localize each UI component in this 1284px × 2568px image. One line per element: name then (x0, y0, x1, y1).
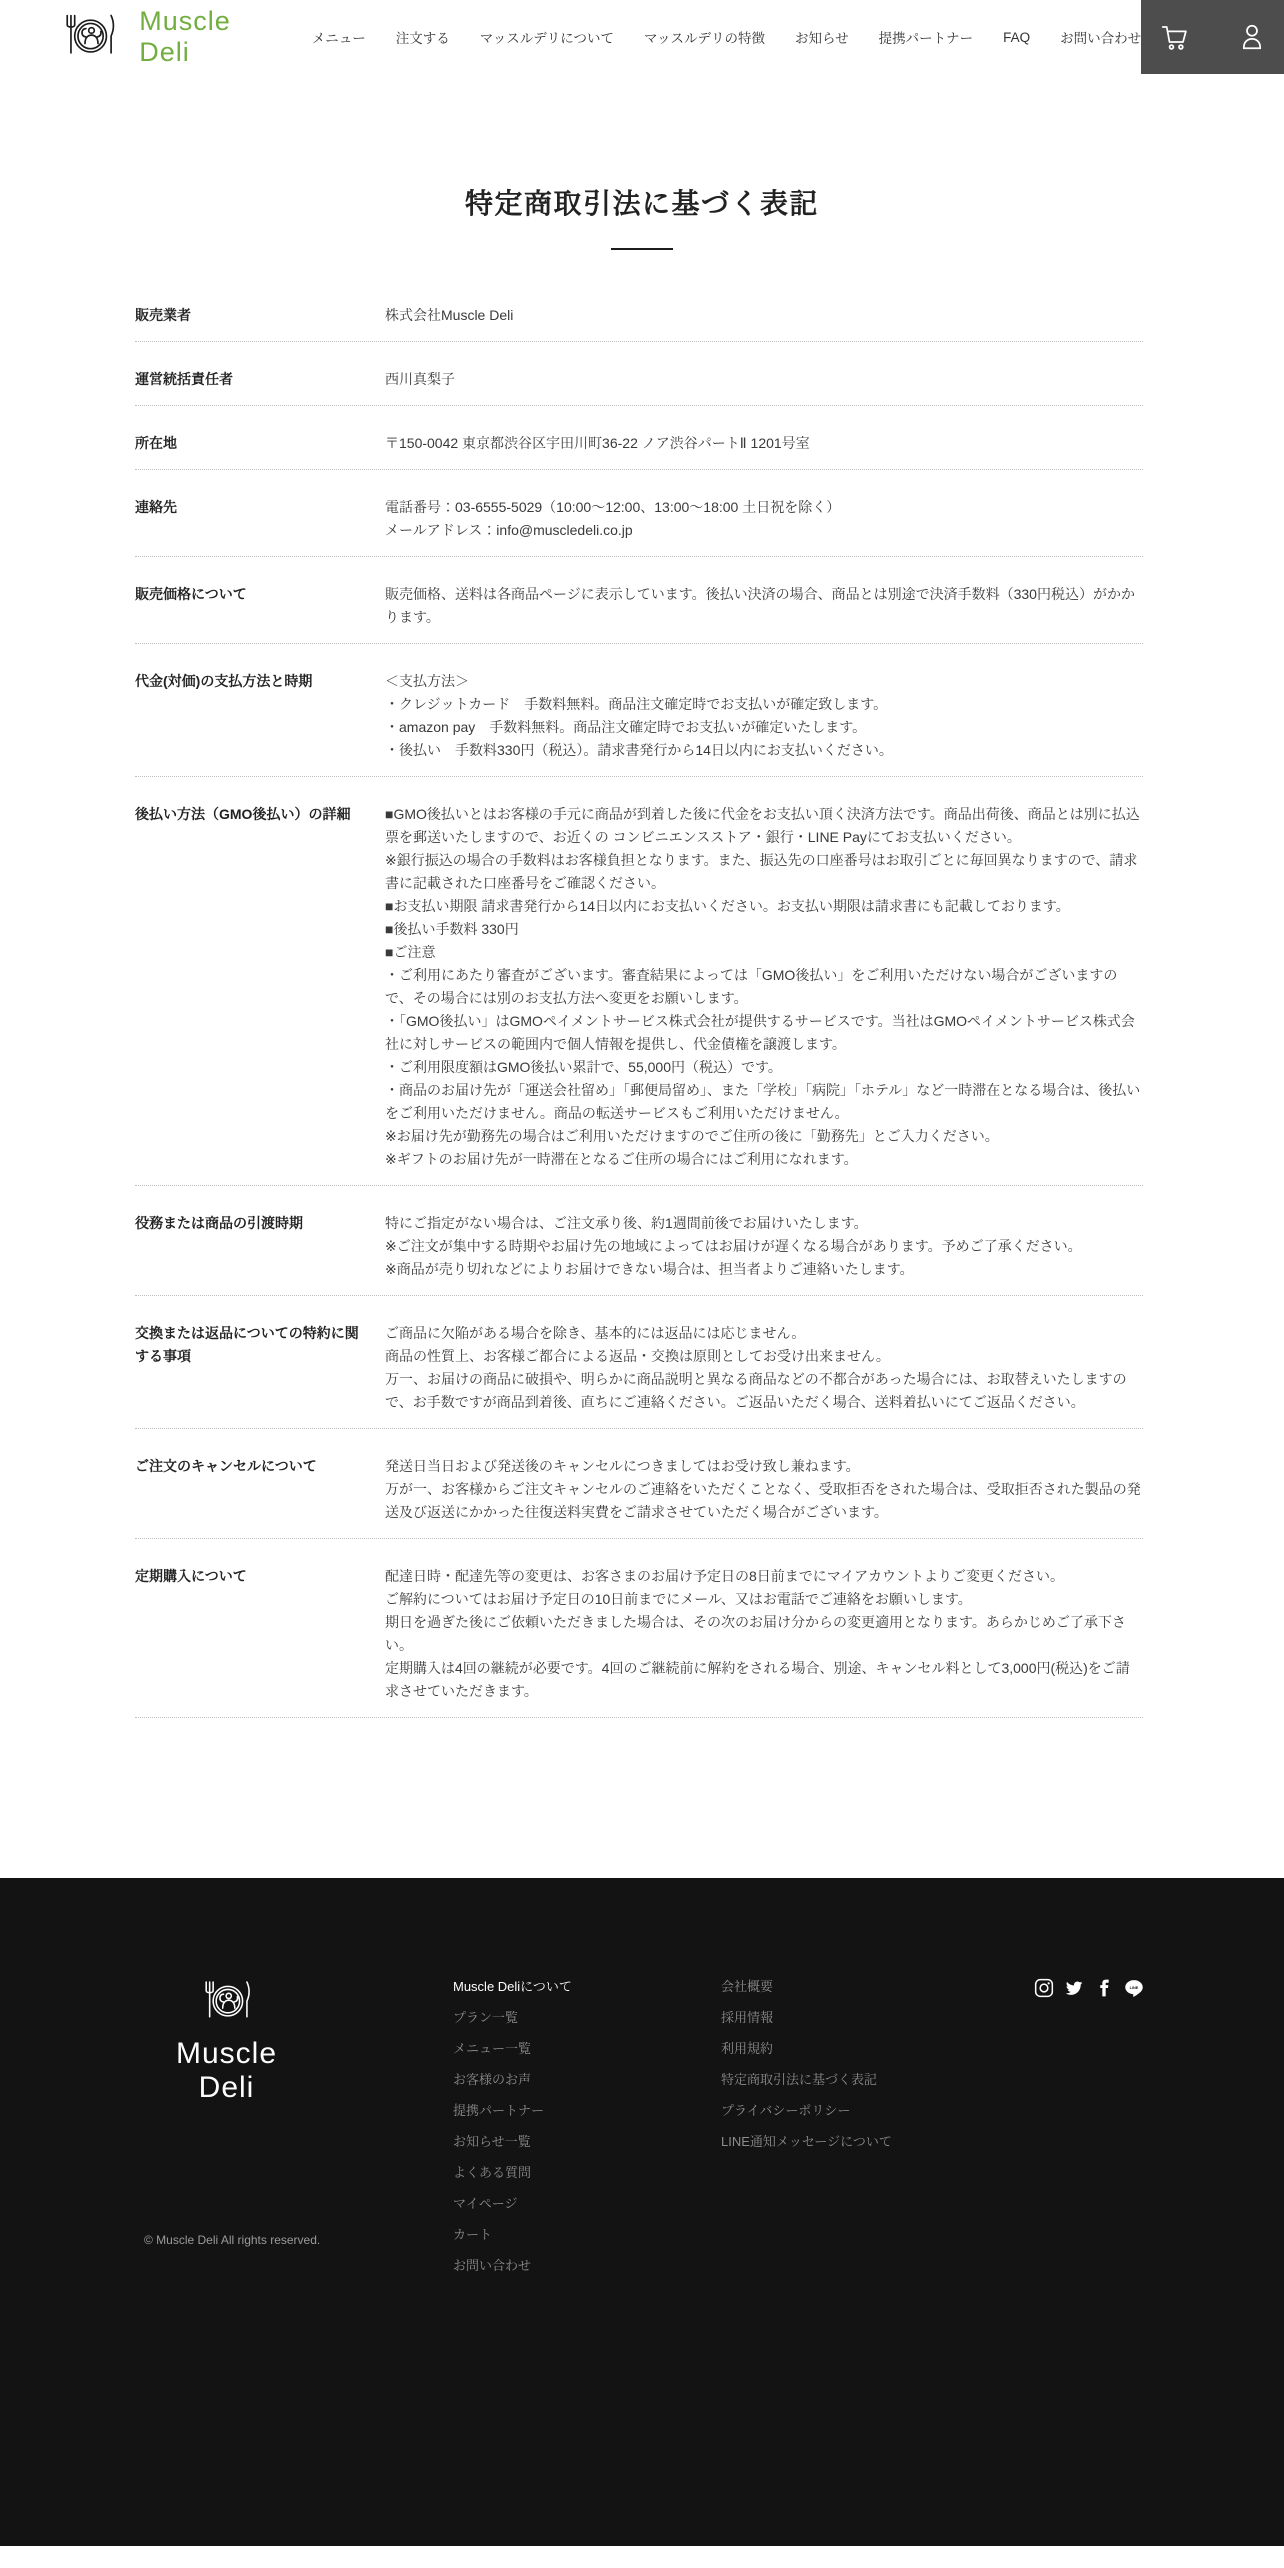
footer-link[interactable]: よくある質問 (453, 2165, 532, 2180)
content-line: 配達日時・配達先等の変更は、お客さまのお届け予定日の8日前までにマイアカウントよりご変更ください。 (385, 1568, 1064, 1584)
content-line: 万が一、お客様からご注文キャンセルのご連絡をいただくことなく、受取拒否をされた場合は、受取拒否された製品の発送及び返送にかかった往復送料実費をご請求させていただく場合がございます。 (385, 1481, 1141, 1520)
spec-table (135, 278, 1143, 1718)
nav-item[interactable]: メニュー (311, 31, 366, 46)
row-label: 代金(対価)の支払方法と時期 (135, 673, 313, 689)
footer-link[interactable]: お知らせ一覧 (453, 2134, 531, 2149)
footer-link[interactable]: 採用情報 (721, 2010, 774, 2025)
content-line: メールアドレス：info@muscledeli.co.jp (385, 522, 633, 538)
content-line: ・「GMO後払い」はGMOペイメントサービス株式会社が提供するサービスです。当社はGMOペイメントサービス株式会社に対しサービスの範囲内で個人情報を提供し、代金債権を譲渡します。 (385, 1013, 1135, 1052)
content-line: 〒150-0042 東京都渋谷区宇田川町36-22 ノア渋谷パートⅡ 1201号室 (385, 435, 810, 451)
row-content (385, 670, 1143, 762)
row-content (385, 432, 1143, 455)
site-footer (0, 1878, 1284, 2546)
footer-link[interactable]: お客様のお声 (453, 2072, 532, 2087)
footer-link[interactable]: 利用規約 (721, 2041, 774, 2056)
main-content (0, 182, 1284, 1718)
site-logo-text: Muscle Deli (139, 6, 231, 67)
svg-text:LINE: LINE (1129, 1985, 1139, 1990)
row-label: 役務または商品の引渡時期 (135, 1215, 303, 1231)
footer-left-block (144, 1976, 321, 2247)
content-line: ・クレジットカード 手数料無料。商品注文確定時でお支払いが確定致します。 (385, 696, 888, 712)
row-label: 交換または返品についての特約に関する事項 (135, 1325, 359, 1364)
footer-logo[interactable] (144, 1976, 309, 2105)
content-line: ■GMO後払いとはお客様の手元に商品が到着した後に代金をお支払い頂く決済方法です。商品出荷後、商品とは別に払込票を郵送いたしますので、お近くの コンビニエンスストア・銀行・LINE Payにてお支払いください。 (385, 806, 1140, 845)
nav-item[interactable]: マッスルデリについて (479, 31, 614, 46)
content-line: ご解約についてはお届け予定日の10日前までにメール、又はお電話でご連絡をお願いします。 (385, 1591, 972, 1607)
content-line: 商品の性質上、お客様ご都合による返品・交換は原則としてお受け出来ません。 (385, 1348, 890, 1364)
content-line: ※お届け先が勤務先の場合はご利用いただけますのでご住所の後に「勤務先」とご入力ください。 (385, 1128, 999, 1144)
row-label: ご注文のキャンセルについて (135, 1458, 317, 1474)
content-line: ※商品が売り切れなどによりお届けできない場合は、担当者よりご連絡いたします。 (385, 1261, 914, 1277)
content-line: 発送日当日および発送後のキャンセルにつきましてはお受け致し兼ねます。 (385, 1458, 860, 1474)
row-content (385, 496, 1143, 542)
table-row (135, 1186, 1143, 1296)
row-content (385, 1322, 1143, 1414)
twitter-icon[interactable] (1064, 1978, 1084, 1998)
page-title: 特定商取引法に基づく表記 (464, 188, 819, 219)
footer-links-column-1 (453, 1976, 603, 2286)
content-line: ご商品に欠陥がある場合を除き、基本的には返品には応じません。 (385, 1325, 806, 1341)
row-content (385, 583, 1143, 629)
table-row (135, 1429, 1143, 1539)
content-line: ・ご利用限度額はGMO後払い累計で、55,000円（税込）です。 (385, 1059, 782, 1075)
facebook-icon[interactable] (1094, 1978, 1114, 1998)
footer-link[interactable]: カート (453, 2227, 493, 2242)
muscle-deli-logo-icon (48, 9, 131, 65)
table-row (135, 406, 1143, 470)
table-row (135, 1296, 1143, 1429)
site-header (0, 0, 1284, 74)
content-line: 特にご指定がない場合は、ご注文承り後、約1週間前後でお届けいたします。 (385, 1215, 868, 1231)
footer-link[interactable]: 会社概要 (721, 1979, 774, 1994)
nav-item[interactable]: FAQ (1003, 29, 1031, 45)
footer-link[interactable]: 特定商取引法に基づく表記 (721, 2072, 878, 2087)
line-icon[interactable] (1124, 1978, 1144, 1998)
content-line: 電話番号：03-6555-5029（10:00～12:00、13:00～18:00 土日祝を除く） (385, 499, 841, 515)
instagram-icon[interactable] (1034, 1978, 1054, 1998)
nav-item[interactable]: 提携パートナー (878, 31, 974, 46)
content-line: 株式会社Muscle Deli (385, 307, 514, 323)
row-label: 所在地 (135, 435, 177, 451)
footer-links-column-2 (721, 1976, 941, 2162)
row-content (385, 368, 1143, 391)
row-label: 後払い方法（GMO後払い）の詳細 (135, 806, 351, 822)
row-label: 販売価格について (135, 586, 247, 602)
footer-link[interactable]: プライバシーポリシー (721, 2103, 851, 2118)
content-line: ・ご利用にあたり審査がございます。審査結果によっては「GMO後払い」をご利用いただけない場合がございますので、その場合には別のお支払方法へ変更をお願いします。 (385, 967, 1118, 1006)
content-line: ＜支払方法＞ (385, 673, 469, 689)
table-row (135, 644, 1143, 777)
nav-item[interactable]: お問い合わせ (1060, 31, 1142, 46)
table-row (135, 342, 1143, 406)
content-line: 期日を過ぎた後にご依頼いただきました場合は、その次のお届け分からの変更適用となります。あらかじめご了承下さい。 (385, 1614, 1126, 1653)
row-content (385, 304, 1143, 327)
nav-item[interactable]: 注文する (395, 31, 450, 46)
cart-icon[interactable] (1159, 22, 1189, 52)
content-line: ・amazon pay 手数料無料。商品注文確定時でお支払いが確定いたします。 (385, 719, 867, 735)
content-line: ・後払い 手数料330円（税込）。請求書発行から14日以内にお支払いください。 (385, 742, 893, 758)
footer-link[interactable]: Muscle Deliについて (453, 1979, 572, 1994)
header-icon-box (1141, 0, 1284, 74)
nav-item[interactable]: マッスルデリの特徴 (644, 31, 765, 46)
footer-link[interactable]: メニュー一覧 (453, 2041, 532, 2056)
row-content (385, 1212, 1143, 1281)
title-divider (611, 248, 673, 250)
row-content (385, 803, 1143, 1171)
content-line: ・商品のお届け先が「運送会社留め」「郵便局留め」、また「学校」「病院」「ホテル」など一時滞在となる場合は、後払いをご利用いただけません。商品の転送サービスもご利用いただけません。 (385, 1082, 1141, 1121)
main-nav (312, 27, 1141, 47)
footer-social (1034, 1978, 1144, 1998)
table-row (135, 470, 1143, 557)
footer-link[interactable]: プラン一覧 (453, 2010, 519, 2025)
table-row (135, 278, 1143, 342)
row-label: 販売業者 (135, 307, 191, 323)
table-row (135, 1539, 1143, 1718)
site-logo[interactable] (48, 6, 270, 68)
footer-logo-text: Muscle Deli (175, 2037, 278, 2104)
footer-logo-icon (185, 1976, 269, 2028)
footer-link[interactable]: LINE通知メッセージについて (721, 2134, 892, 2149)
row-label: 定期購入について (135, 1568, 247, 1584)
row-label: 連絡先 (135, 499, 177, 515)
content-line: ※ご注文が集中する時期やお届け先の地域によってはお届けが遅くなる場合があります。予めご了承ください。 (385, 1238, 1082, 1254)
table-row (135, 557, 1143, 644)
footer-link[interactable]: マイページ (453, 2196, 518, 2211)
copyright: © Muscle Deli All rights reserved. (144, 2233, 321, 2247)
content-line: ■後払い手数料 330円 (385, 921, 519, 937)
content-line: ■お支払い期限 請求書発行から14日以内にお支払いください。お支払い期限は請求書にも記載しております。 (385, 898, 1070, 914)
footer-link[interactable]: お問い合わせ (453, 2258, 532, 2273)
content-line: 万一、お届けの商品に破損や、明らかに商品説明と異なる商品などの不都合があった場合には、お取替えいたしますので、お手数ですが商品到着後、直ちにご連絡ください。ご返品いただく場合、送料着払いにてご返品ください。 (385, 1371, 1127, 1410)
row-content (385, 1565, 1143, 1703)
nav-item[interactable]: お知らせ (794, 31, 849, 46)
account-icon[interactable] (1237, 22, 1267, 52)
footer-link[interactable]: 提携パートナー (453, 2103, 545, 2118)
row-label: 運営統括責任者 (135, 371, 233, 387)
table-row (135, 777, 1143, 1186)
content-line: 販売価格、送料は各商品ページに表示しています。後払い決済の場合、商品とは別途で決済手数料（330円税込）がかかります。 (385, 586, 1135, 625)
content-line: 定期購入は4回の継続が必要です。4回のご継続前に解約をされる場合、別途、キャンセル料として3,000円(税込)をご請求させていただきます。 (385, 1660, 1130, 1699)
content-line: ※ギフトのお届け先が一時滞在となるご住所の場合にはご利用になれます。 (385, 1151, 858, 1167)
content-line: 西川真梨子 (385, 371, 455, 387)
content-line: ■ご注意 (385, 944, 436, 960)
row-content (385, 1455, 1143, 1524)
content-line: ※銀行振込の場合の手数料はお客様負担となります。また、振込先の口座番号はお取引ごとに毎回異なりますので、請求書に記載された口座番号をご確認ください。 (385, 852, 1138, 891)
